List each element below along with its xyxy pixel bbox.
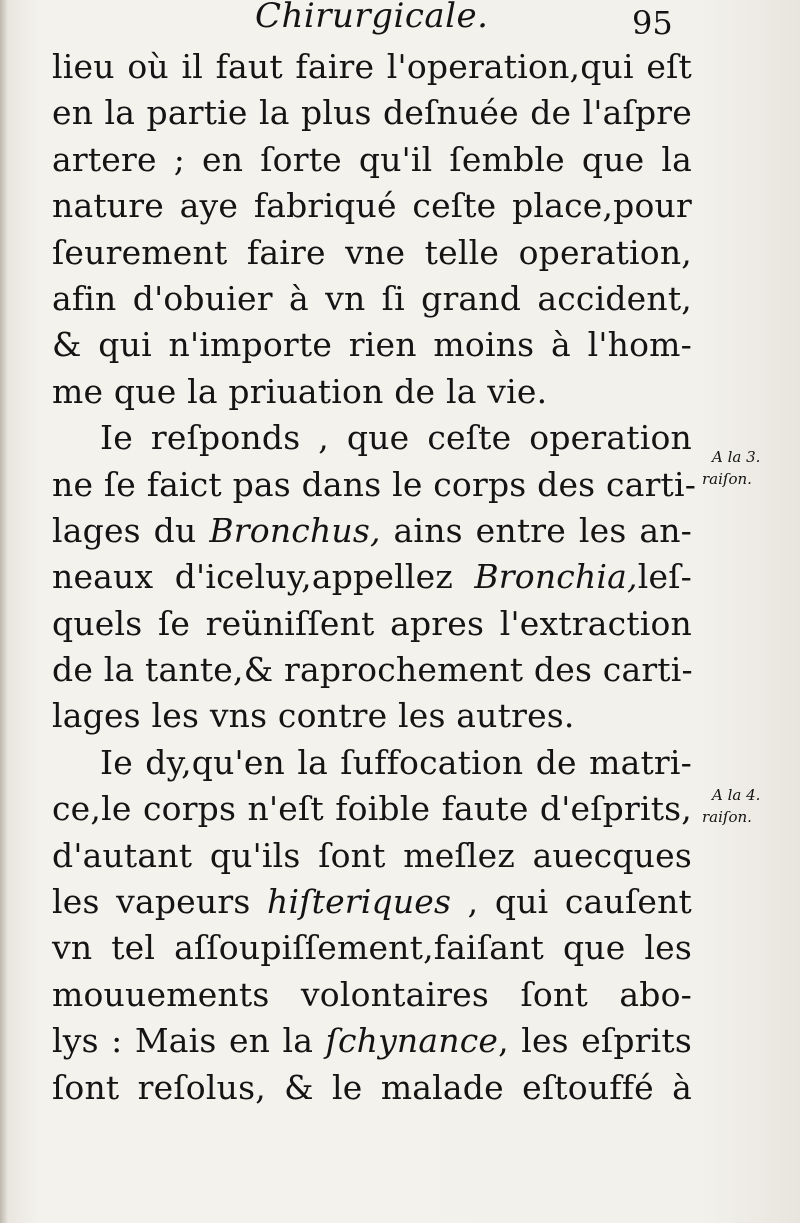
body-text (52, 44, 697, 1111)
text-line: ſont reſolus, & le malade eſtouffé à (52, 1067, 692, 1107)
running-head: Chirurgicale. (255, 0, 489, 36)
paragraph-start-line: Ie dy,qu'en la ſuffocation de matri- (100, 742, 692, 782)
italic-term: Bronchia, (474, 557, 638, 597)
italic-term: hiſteriques (266, 882, 452, 922)
text-line: me que la priuation de la vie. (52, 371, 548, 411)
margin-note-line: raiſon. (702, 808, 752, 826)
italic-term: ſchynance (325, 1021, 499, 1061)
text-line: de la tante,& raprochement des carti- (52, 650, 693, 690)
margin-note-line: raiſon. (702, 470, 752, 488)
text-line: lys : Mais en la ſchynance, les eſprits (52, 1021, 692, 1061)
text-line: & qui n'importe rien moins à l'hom- (52, 325, 692, 365)
text-line: nature aye fabriqué ceſte place,pour (52, 186, 692, 226)
margin-note (702, 446, 761, 490)
text-line: afin d'obuier à vn ſi grand accident, (52, 278, 692, 318)
text-line: en la partie la plus deſnuée de l'aſpre (52, 93, 692, 133)
text-line: quels ſe reüniſſent apres l'extraction (52, 603, 692, 643)
text-line: ce,le corps n'eſt foible faute d'eſprits, (52, 789, 692, 829)
italic-term: Bronchus, (209, 510, 381, 550)
text-line: lages les vns contre les autres. (52, 696, 575, 736)
margin-note-line: A la 3. (712, 448, 761, 466)
page-number: 95 (632, 4, 673, 42)
text-line: lages du Bronchus, ains entre les an- (52, 510, 693, 550)
margin-note-line: A la 4. (712, 786, 761, 804)
text-line: vn tel aſſoupiſſement,faiſant que les (52, 928, 692, 968)
text-line: ne ſe faict pas dans le corps des carti- (52, 464, 697, 504)
text-line: les vapeurs hiſteriques , qui cauſent (52, 882, 692, 922)
text-line: ſeurement faire vne telle operation, (52, 232, 692, 272)
text-line: artere ; en ſorte qu'il ſemble que la (52, 139, 692, 179)
page-header (0, 0, 800, 50)
text-line: d'autant qu'ils ſont meſlez auecques (52, 835, 692, 875)
text-line: mouuements volontaires ſont abo- (52, 974, 692, 1014)
text-line: neaux d'iceluy,appellez Bronchia,leſ- (52, 557, 692, 597)
margin-note (702, 784, 761, 828)
page-edge-shadow (0, 0, 8, 1223)
paragraph-start-line: Ie reſponds , que ceſte operation (100, 418, 692, 458)
text-line: lieu où il faut faire l'operation,qui eſt (52, 47, 692, 86)
